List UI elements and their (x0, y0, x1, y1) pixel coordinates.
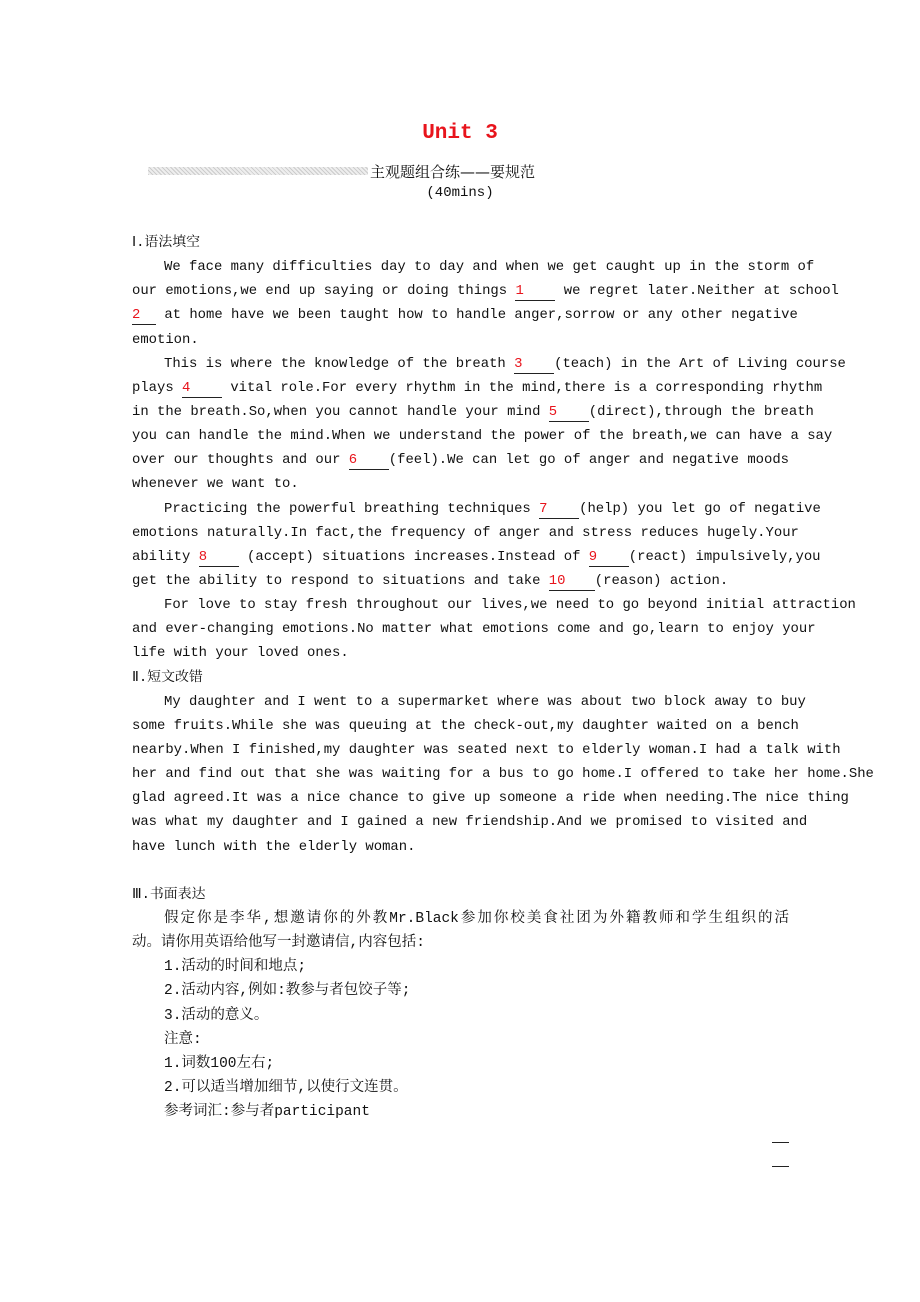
text: whenever we want to. (132, 476, 299, 493)
text: emotions naturally.In fact,the frequency of anger and stress reduces hugely.Your (132, 524, 799, 541)
text-line (132, 1028, 789, 1052)
text: (teach) in the Art of Living course (554, 355, 846, 372)
text: My daughter and I went to a supermarket where was about two block away to buy (164, 693, 806, 710)
text-line (132, 835, 789, 859)
section-heading (132, 859, 789, 883)
text-line (132, 641, 789, 665)
text: you can handle the mind.When we understand the power of the breath,we can have a say (132, 428, 833, 445)
text-line (132, 424, 833, 448)
text: have lunch with the elderly woman. (132, 838, 416, 855)
text-line (132, 979, 789, 1003)
text-line (132, 279, 839, 303)
text-line (132, 352, 846, 376)
text: get the ability to respond to situations and take (132, 572, 549, 589)
text: her and find out that she was waiting for a bus to go home.I offered to take her home.She (132, 766, 874, 783)
text-line (132, 328, 789, 352)
text: 3.活动的意义。 (164, 1007, 269, 1024)
grammar-fill-section (132, 231, 856, 666)
text-line (132, 690, 806, 714)
text: we regret later.Neither at school (555, 283, 839, 300)
text: (direct),through the breath (588, 403, 814, 420)
text: our emotions,we end up saying or doing things (132, 283, 516, 300)
blank-9: 9 (589, 548, 629, 567)
error-correction-section (132, 666, 874, 883)
text-line (132, 1052, 789, 1076)
text: glad agreed.It was a nice chance to give up someone a ride when needing.The nice thing (132, 790, 849, 807)
text: (reason) action. (594, 572, 729, 589)
text-line (132, 448, 789, 472)
text-line (132, 303, 798, 327)
text-line (132, 714, 799, 738)
text: vital role.For every rhythm in the mind,there is a corresponding rhythm (222, 379, 823, 396)
text: some fruits.While she was queuing at the check-out,my daughter waited on a bench (132, 717, 799, 734)
text-line (132, 545, 821, 569)
blank-5: 5 (549, 403, 589, 422)
text-line (132, 907, 789, 931)
text-line (132, 1100, 789, 1124)
text-line (132, 1076, 789, 1100)
blank-6: 6 (349, 451, 389, 470)
text: For love to stay fresh throughout our lives,we need to go beyond initial attraction (164, 597, 856, 614)
unit-title: Unit 3 (422, 122, 498, 145)
text-line (132, 762, 874, 786)
text-line (132, 255, 815, 279)
page-mark (772, 1142, 789, 1143)
blank-1: 1 (515, 282, 555, 301)
decorative-bar (148, 167, 368, 175)
document-body (132, 231, 874, 1124)
text-line (132, 376, 823, 400)
text: 动。请你用英语给他写一封邀请信,内容包括: (132, 935, 425, 952)
text-line (132, 931, 789, 955)
text: life with your loved ones. (132, 645, 349, 662)
text: Ⅲ.书面表达 (132, 886, 206, 903)
text: 2.活动内容,例如:教参与者包饺子等; (164, 983, 411, 1000)
text: 参考词汇:参与者participant (164, 1104, 370, 1121)
text-line (132, 497, 821, 521)
text-line (132, 569, 789, 593)
text-line (132, 810, 808, 834)
subtitle: 主观题组合练——要规范 (370, 162, 536, 181)
blank-7: 7 (539, 500, 579, 519)
text-line (132, 400, 814, 424)
text-line (132, 786, 849, 810)
text: Ⅱ.短文改错 (132, 669, 203, 686)
subtitle-row (148, 160, 535, 182)
text: (react) impulsively,you (628, 548, 821, 565)
text-line (132, 738, 841, 762)
text: 假定你是李华,想邀请你的外教Mr.Black参加你校美食社团为外籍教师和学生组织的活 (164, 910, 789, 927)
text: in the breath.So,when you cannot handle your mind (132, 403, 549, 420)
text: plays (132, 379, 183, 396)
blank-8: 8 (199, 548, 239, 567)
text-line (132, 955, 789, 979)
text: This is where the knowledge of the breath (164, 355, 515, 372)
blank-3: 3 (514, 355, 554, 374)
text: over our thoughts and our (132, 452, 349, 469)
text: (feel).We can let go of anger and negative moods (388, 452, 789, 469)
text-line (132, 617, 816, 641)
text: nearby.When I finished,my daughter was seated next to elderly woman.I had a talk with (132, 741, 841, 758)
duration: (40mins) (426, 185, 494, 201)
text-line (132, 472, 789, 496)
blank-4: 4 (182, 379, 222, 398)
text: emotion. (132, 331, 199, 348)
text: and ever-changing emotions.No matter what emotions come and go,learn to enjoy your (132, 621, 816, 638)
text: was what my daughter and I gained a new friendship.And we promised to visited and (132, 814, 808, 831)
text: 1.活动的时间和地点; (164, 959, 307, 976)
text: at home have we been taught how to handle anger,sorrow or any other negative (156, 307, 798, 324)
writing-section (132, 883, 789, 1124)
section-heading (132, 666, 789, 690)
text: We face many difficulties day to day and when we get caught up in the storm of (164, 259, 815, 276)
text: (help) you let go of negative (579, 500, 821, 517)
text: Practicing the powerful breathing techniques (164, 500, 540, 517)
section-heading (132, 883, 789, 907)
text: Ⅰ.语法填空 (132, 235, 200, 251)
text-line (132, 593, 856, 617)
text: (accept) situations increases.Instead of (238, 548, 589, 565)
blank-10: 10 (549, 572, 595, 591)
text: ability (132, 548, 199, 565)
page-mark (772, 1166, 789, 1167)
text: 2.可以适当增加细节,以使行文连贯。 (164, 1079, 408, 1096)
blank-2: 2 (132, 306, 156, 325)
text: 注意: (164, 1031, 202, 1048)
text-line (132, 1004, 789, 1028)
section-heading (132, 231, 789, 255)
text: 1.词数100左右; (164, 1055, 275, 1072)
text-line (132, 521, 799, 545)
